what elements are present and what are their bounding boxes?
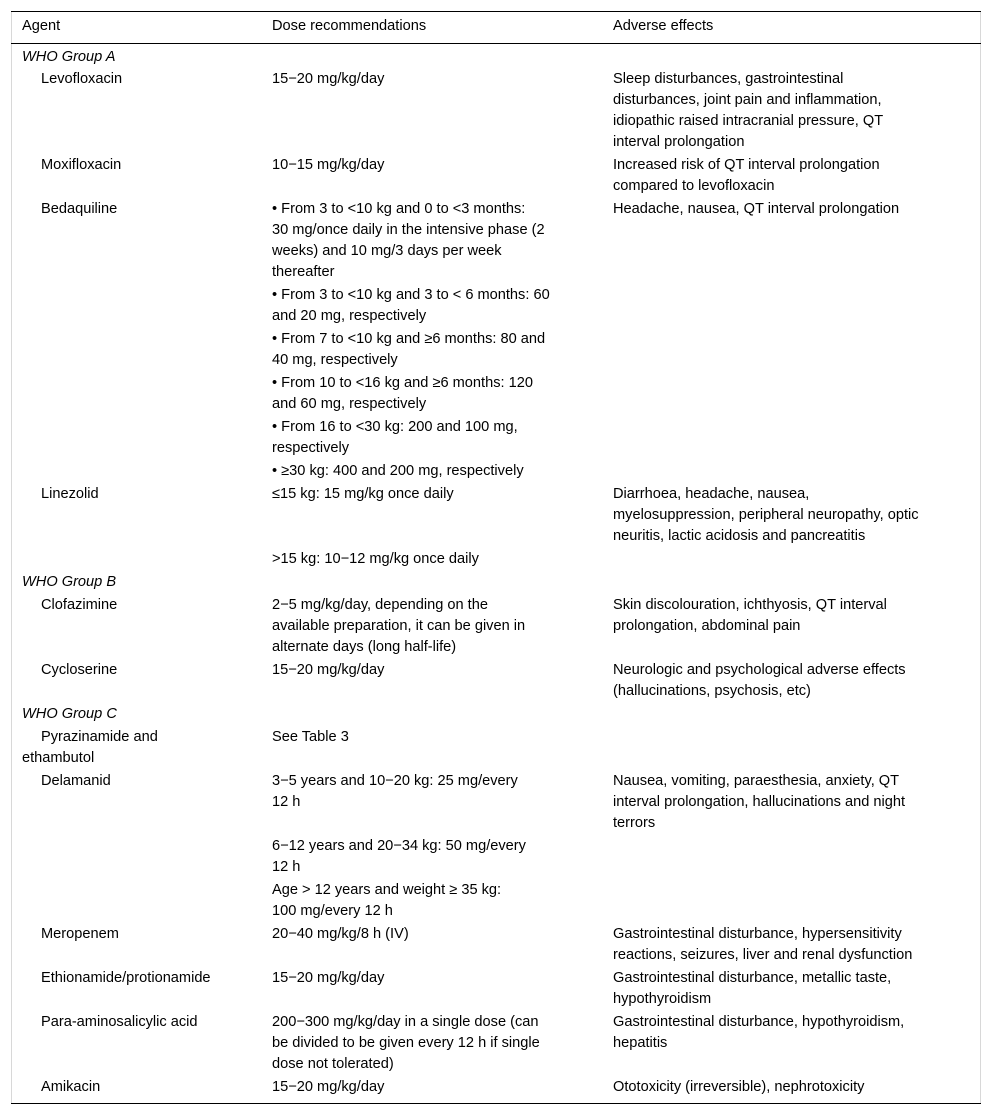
adverse-cell: Gastrointestinal disturbance, hypothyroidism, hepatitis [613, 1014, 905, 1051]
dose-cell: 15−20 mg/kg/day [272, 1079, 385, 1095]
agent-cell: Clofazimine [41, 597, 118, 613]
dose-cell: 200−300 mg/kg/day in a single dose (can be divided to be given every 12 h if single dose not tolerated) [272, 1014, 540, 1072]
dose-cell: 6−12 years and 20−34 kg: 50 mg/every 12 h Age > 12 years and weight ≥ 35 kg: 100 mg/every 12 h [272, 838, 526, 919]
agent-cell-continued: ethambutol [22, 750, 95, 766]
dose-cell: • From 3 to <10 kg and 0 to <3 months: 30 mg/once daily in the intensive phase (2 weeks) and 10 mg/3 days per week thereafter • From 3 to <10 kg and 3 to < 6 months: 60 and 20 mg, respectively • From 7 to <10 kg and ≥6 months: 80 and 40 mg, respectively • From 10 to <16 kg and ≥6 months: 120 and 60 mg, respectively • From 16 to <30 kg: 200 and 100 mg, respectively • ≥30 kg: 400 and 200 mg, respectively [272, 201, 550, 479]
agent-cell: Para-aminosalicylic acid [41, 1014, 198, 1030]
adverse-cell: Increased risk of QT interval prolongation compared to levofloxacin [613, 157, 880, 194]
dose-cell: 15−20 mg/kg/day [272, 662, 385, 678]
group-a-label: WHO Group A [22, 49, 116, 65]
adverse-cell: Gastrointestinal disturbance, hypersensitivity reactions, seizures, liver and renal dysfunction [613, 926, 913, 963]
adverse-cell: Diarrhoea, headache, nausea, myelosuppression, peripheral neuropathy, optic neuritis, lactic acidosis and pancreatitis [613, 486, 919, 544]
dose-cell: 2−5 mg/kg/day, depending on the available preparation, it can be given in alternate days (long half-life) [272, 597, 526, 655]
adverse-cell: Neurologic and psychological adverse effects (hallucinations, psychosis, etc) [613, 662, 906, 699]
agent-cell: Pyrazinamide and [41, 729, 158, 745]
agent-cell: Moxifloxacin [41, 157, 122, 173]
agent-cell: Amikacin [41, 1079, 101, 1095]
dose-cell: ≤15 kg: 15 mg/kg once daily [272, 486, 454, 502]
table-header-rule [11, 43, 981, 44]
header-dose: Dose recommendations [272, 18, 427, 34]
table-top-rule [11, 11, 981, 12]
dose-cell: 3−5 years and 10−20 kg: 25 mg/every 12 h [272, 773, 518, 810]
adverse-cell: Headache, nausea, QT interval prolongation [613, 201, 900, 217]
agent-cell: Delamanid [41, 773, 111, 789]
agent-cell: Cycloserine [41, 662, 118, 678]
dose-cell: See Table 3 [272, 729, 349, 745]
header-agent: Agent [22, 18, 61, 34]
adverse-cell: Gastrointestinal disturbance, metallic taste, hypothyroidism [613, 970, 892, 1007]
table-bottom-rule [11, 1103, 981, 1104]
adverse-cell: Sleep disturbances, gastrointestinal disturbances, joint pain and inflammation, idiopathic raised intracranial pressure, QT interval prolongation [613, 71, 884, 150]
agent-cell: Linezolid [41, 486, 99, 502]
adverse-cell: Ototoxicity (irreversible), nephrotoxicity [613, 1079, 865, 1095]
agent-cell: Meropenem [41, 926, 119, 942]
dose-cell: 15−20 mg/kg/day [272, 970, 385, 986]
dose-cell: 15−20 mg/kg/day [272, 71, 385, 87]
agent-cell: Ethionamide/protionamide [41, 970, 211, 986]
header-adverse: Adverse effects [613, 18, 714, 34]
agent-cell: Bedaquiline [41, 201, 118, 217]
dose-cell: >15 kg: 10−12 mg/kg once daily [272, 551, 479, 567]
dose-cell: 20−40 mg/kg/8 h (IV) [272, 926, 409, 942]
dose-cell: 10−15 mg/kg/day [272, 157, 385, 173]
group-b-label: WHO Group B [22, 574, 117, 590]
group-c-label: WHO Group C [22, 706, 117, 722]
adverse-cell: Nausea, vomiting, paraesthesia, anxiety, QT interval prolongation, hallucinations and night terrors [613, 773, 906, 831]
adverse-cell: Skin discolouration, ichthyosis, QT interval prolongation, abdominal pain [613, 597, 887, 634]
agent-cell: Levofloxacin [41, 71, 123, 87]
